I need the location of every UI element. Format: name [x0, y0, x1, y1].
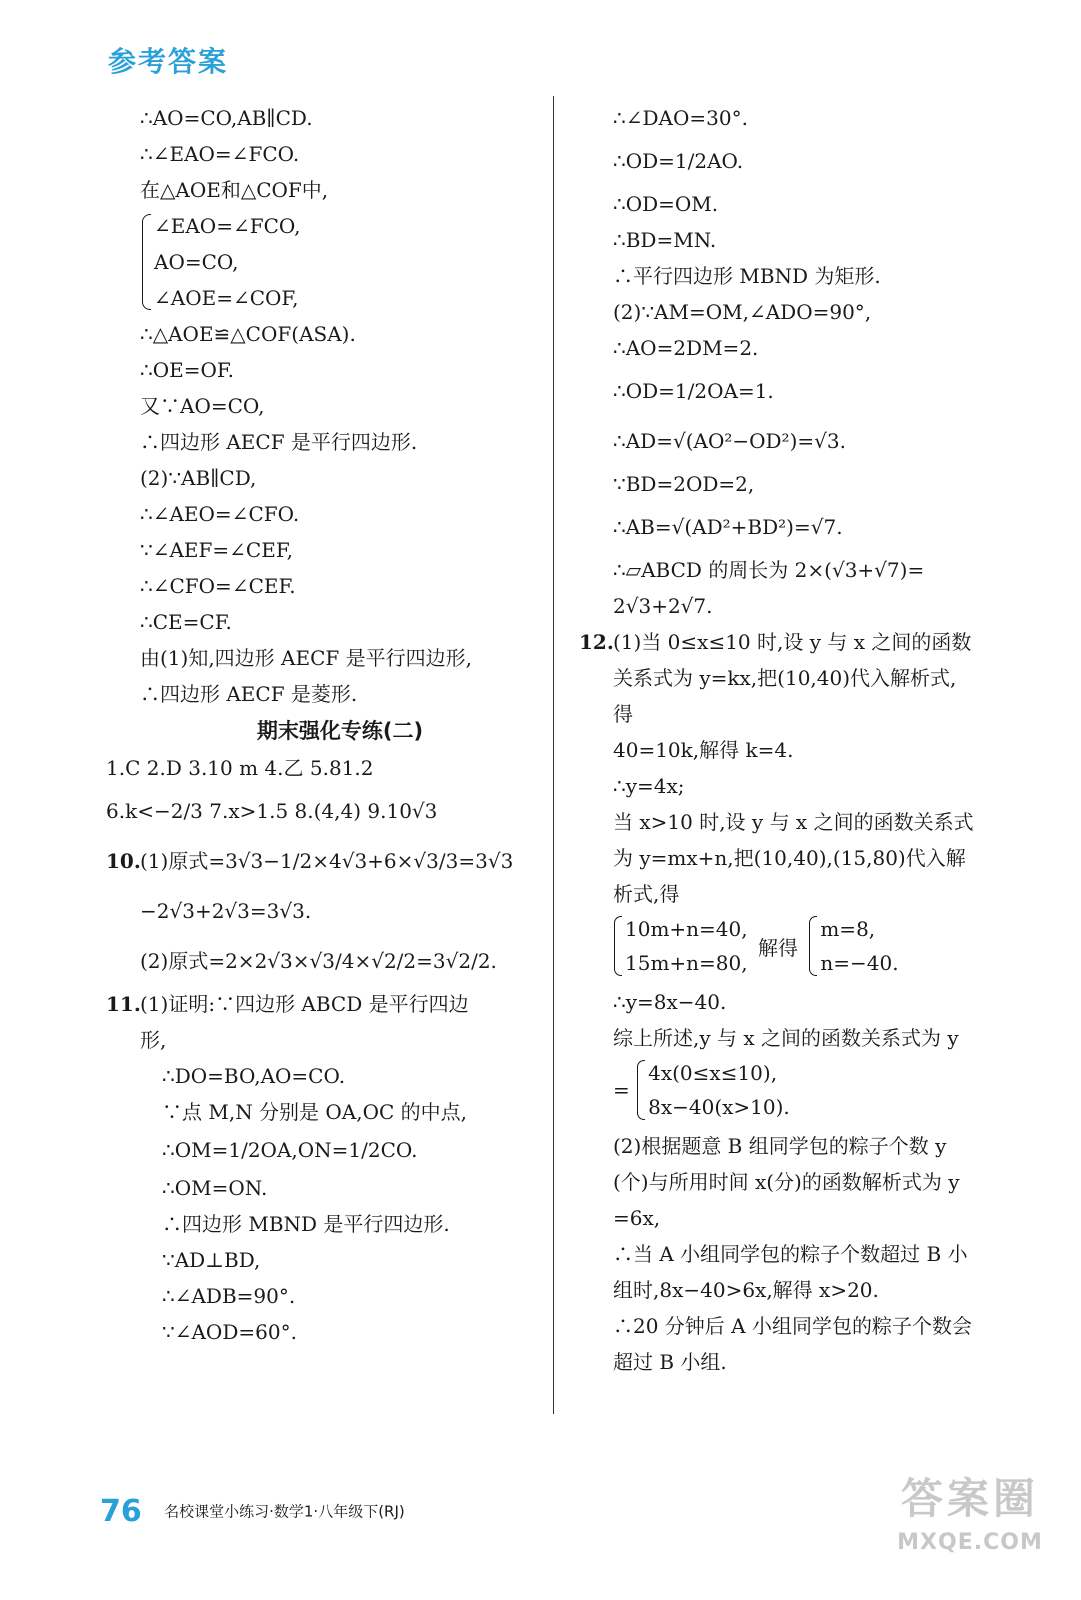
text-line: ∴OE=OF. — [140, 358, 234, 382]
text-line: ∵BD=2OD=2, — [613, 472, 755, 496]
page-number: 76 — [100, 1493, 142, 1529]
watermark-logo — [880, 1470, 1060, 1570]
text-line: (2)原式=2×2√3×√3/4×√2/2=3√2/2. — [140, 949, 497, 973]
text-line: 形, — [140, 1028, 167, 1052]
text-line: 关系式为 y=kx,把(10,40)代入解析式, — [613, 666, 957, 690]
text-line: ∴△AOE≌△COF(ASA). — [140, 322, 356, 346]
question-number: 11. — [106, 992, 141, 1016]
watermark-text: 答案圈 — [900, 1474, 1039, 1523]
equation-system-row — [613, 912, 1013, 984]
text-line: 在△AOE和△COF中, — [140, 178, 329, 202]
text-line: ∴四边形 MBND 是平行四边形. — [162, 1212, 450, 1236]
system-row: ∠AOE=∠COF, — [154, 286, 299, 310]
text-line: ∴DO=BO,AO=CO. — [162, 1064, 346, 1088]
text-line: ∴CE=CF. — [140, 610, 232, 634]
text-line: 析式,得 — [613, 882, 680, 906]
text-line: (个)与所用时间 x(分)的函数解析式为 y — [613, 1170, 960, 1194]
book-title: 名校课堂小练习·数学1·八年级下(RJ) — [164, 1502, 405, 1521]
text-line: ∵∠AEF=∠CEF, — [140, 538, 293, 562]
text-line: −2√3+2√3=3√3. — [140, 899, 312, 923]
text-line: ∴BD=MN. — [613, 228, 717, 252]
text-line: 当 x>10 时,设 y 与 x 之间的函数关系式 — [613, 810, 974, 834]
question-11-line — [106, 986, 540, 1022]
text-line: ∴y=4x; — [613, 774, 685, 798]
text-line: ∴∠CFO=∠CEF. — [140, 574, 296, 598]
text-line: ∴∠EAO=∠FCO. — [140, 142, 300, 166]
text-line: (2)∵AB∥CD, — [140, 466, 257, 490]
watermark-url: MXQE.COM — [897, 1530, 1043, 1555]
column-divider — [553, 96, 554, 1414]
text-line: ∴OD=OM. — [613, 192, 719, 216]
question-12-line — [579, 624, 1013, 660]
text-line: ∴y=8x−40. — [613, 990, 727, 1014]
text-line: 40=10k,解得 k=4. — [613, 738, 794, 762]
system-row: n=−40. — [820, 951, 899, 975]
answer-row: 6.k<−2/3 7.x>1.5 8.(4,4) 9.10√3 — [106, 799, 438, 823]
question-number: 12. — [579, 630, 614, 654]
text-line: ∴∠AEO=∠CFO. — [140, 502, 300, 526]
equation-system — [140, 208, 540, 316]
text-line: (1)原式=3√3−1/2×4√3+6×√3/3=3√3 — [140, 849, 514, 873]
text-line: ∴四边形 AECF 是菱形. — [140, 682, 358, 706]
text-line: =6x, — [613, 1206, 661, 1230]
text-line: ∴∠ADB=90°. — [162, 1284, 296, 1308]
answer-row: 1.C 2.D 3.10 m 4.乙 5.81.2 — [106, 756, 374, 780]
text-line: ∴OM=1/2OA,ON=1/2CO. — [162, 1138, 418, 1162]
text-line: ∴∠DAO=30°. — [613, 106, 748, 130]
text-line: (1)证明:∵四边形 ABCD 是平行四边 — [140, 992, 469, 1016]
text-line: 由(1)知,四边形 AECF 是平行四边形, — [140, 646, 472, 670]
text-line: 又∵AO=CO, — [140, 394, 265, 418]
text-line: 组时,8x−40>6x,解得 x>20. — [613, 1278, 879, 1302]
equation-system — [613, 912, 748, 980]
piecewise-row: 4x(0≤x≤10), — [648, 1061, 778, 1085]
text-line: ∵AD⊥BD, — [162, 1248, 261, 1272]
text-line: 得 — [613, 702, 633, 726]
right-column — [579, 100, 1013, 1380]
text-line: 超过 B 小组. — [613, 1350, 727, 1374]
page-header-title: 参考答案 — [108, 45, 229, 78]
solve-label: 解得 — [757, 935, 798, 960]
piecewise-brace — [636, 1056, 790, 1124]
text-line: ∴四边形 AECF 是平行四边形. — [140, 430, 418, 454]
equals-sign: = — [613, 1078, 630, 1102]
text-line: ∵∠AOD=60°. — [162, 1320, 297, 1344]
text-line: ∴20 分钟后 A 小组同学包的粽子个数会 — [613, 1314, 972, 1338]
text-line: ∴AB=√(AD²+BD²)=√7. — [613, 515, 843, 539]
page-footer — [100, 1490, 405, 1530]
text-line: 2√3+2√7. — [613, 594, 713, 618]
text-line: (1)当 0≤x≤10 时,设 y 与 x 之间的函数 — [613, 630, 972, 654]
system-row: AO=CO, — [154, 250, 239, 274]
question-10-line — [106, 836, 540, 886]
system-row: ∠EAO=∠FCO, — [154, 214, 301, 238]
solution-system — [808, 912, 898, 980]
piecewise-row: 8x−40(x>10). — [648, 1095, 790, 1119]
text-line: ∴OD=1/2OA=1. — [613, 379, 774, 403]
text-line: ∴平行四边形 MBND 为矩形. — [613, 264, 881, 288]
text-line: ∴▱ABCD 的周长为 2×(√3+√7)= — [613, 558, 925, 582]
text-line: ∵点 M,N 分别是 OA,OC 的中点, — [162, 1100, 468, 1124]
left-column — [106, 100, 540, 1350]
text-line: ∴AD=√(AO²−OD²)=√3. — [613, 429, 846, 453]
section-title: 期末强化专练(二) — [256, 719, 424, 743]
text-line: 综上所述,y 与 x 之间的函数关系式为 y — [613, 1026, 959, 1050]
system-row: 15m+n=80, — [625, 951, 748, 975]
text-line: ∴AO=CO,AB∥CD. — [140, 106, 313, 130]
text-line: (2)根据题意 B 组同学包的粽子个数 y — [613, 1134, 947, 1158]
text-line: ∴OM=ON. — [162, 1176, 268, 1200]
system-row: 10m+n=40, — [625, 917, 748, 941]
text-line: 为 y=mx+n,把(10,40),(15,80)代入解 — [613, 846, 966, 870]
text-line: ∴AO=2DM=2. — [613, 336, 759, 360]
question-number: 10. — [106, 849, 141, 873]
text-line: (2)∵AM=OM,∠ADO=90°, — [613, 300, 872, 324]
system-row: m=8, — [820, 917, 876, 941]
piecewise-function — [613, 1056, 1013, 1128]
text-line: ∴OD=1/2AO. — [613, 149, 744, 173]
text-line: ∴当 A 小组同学包的粽子个数超过 B 小 — [613, 1242, 968, 1266]
